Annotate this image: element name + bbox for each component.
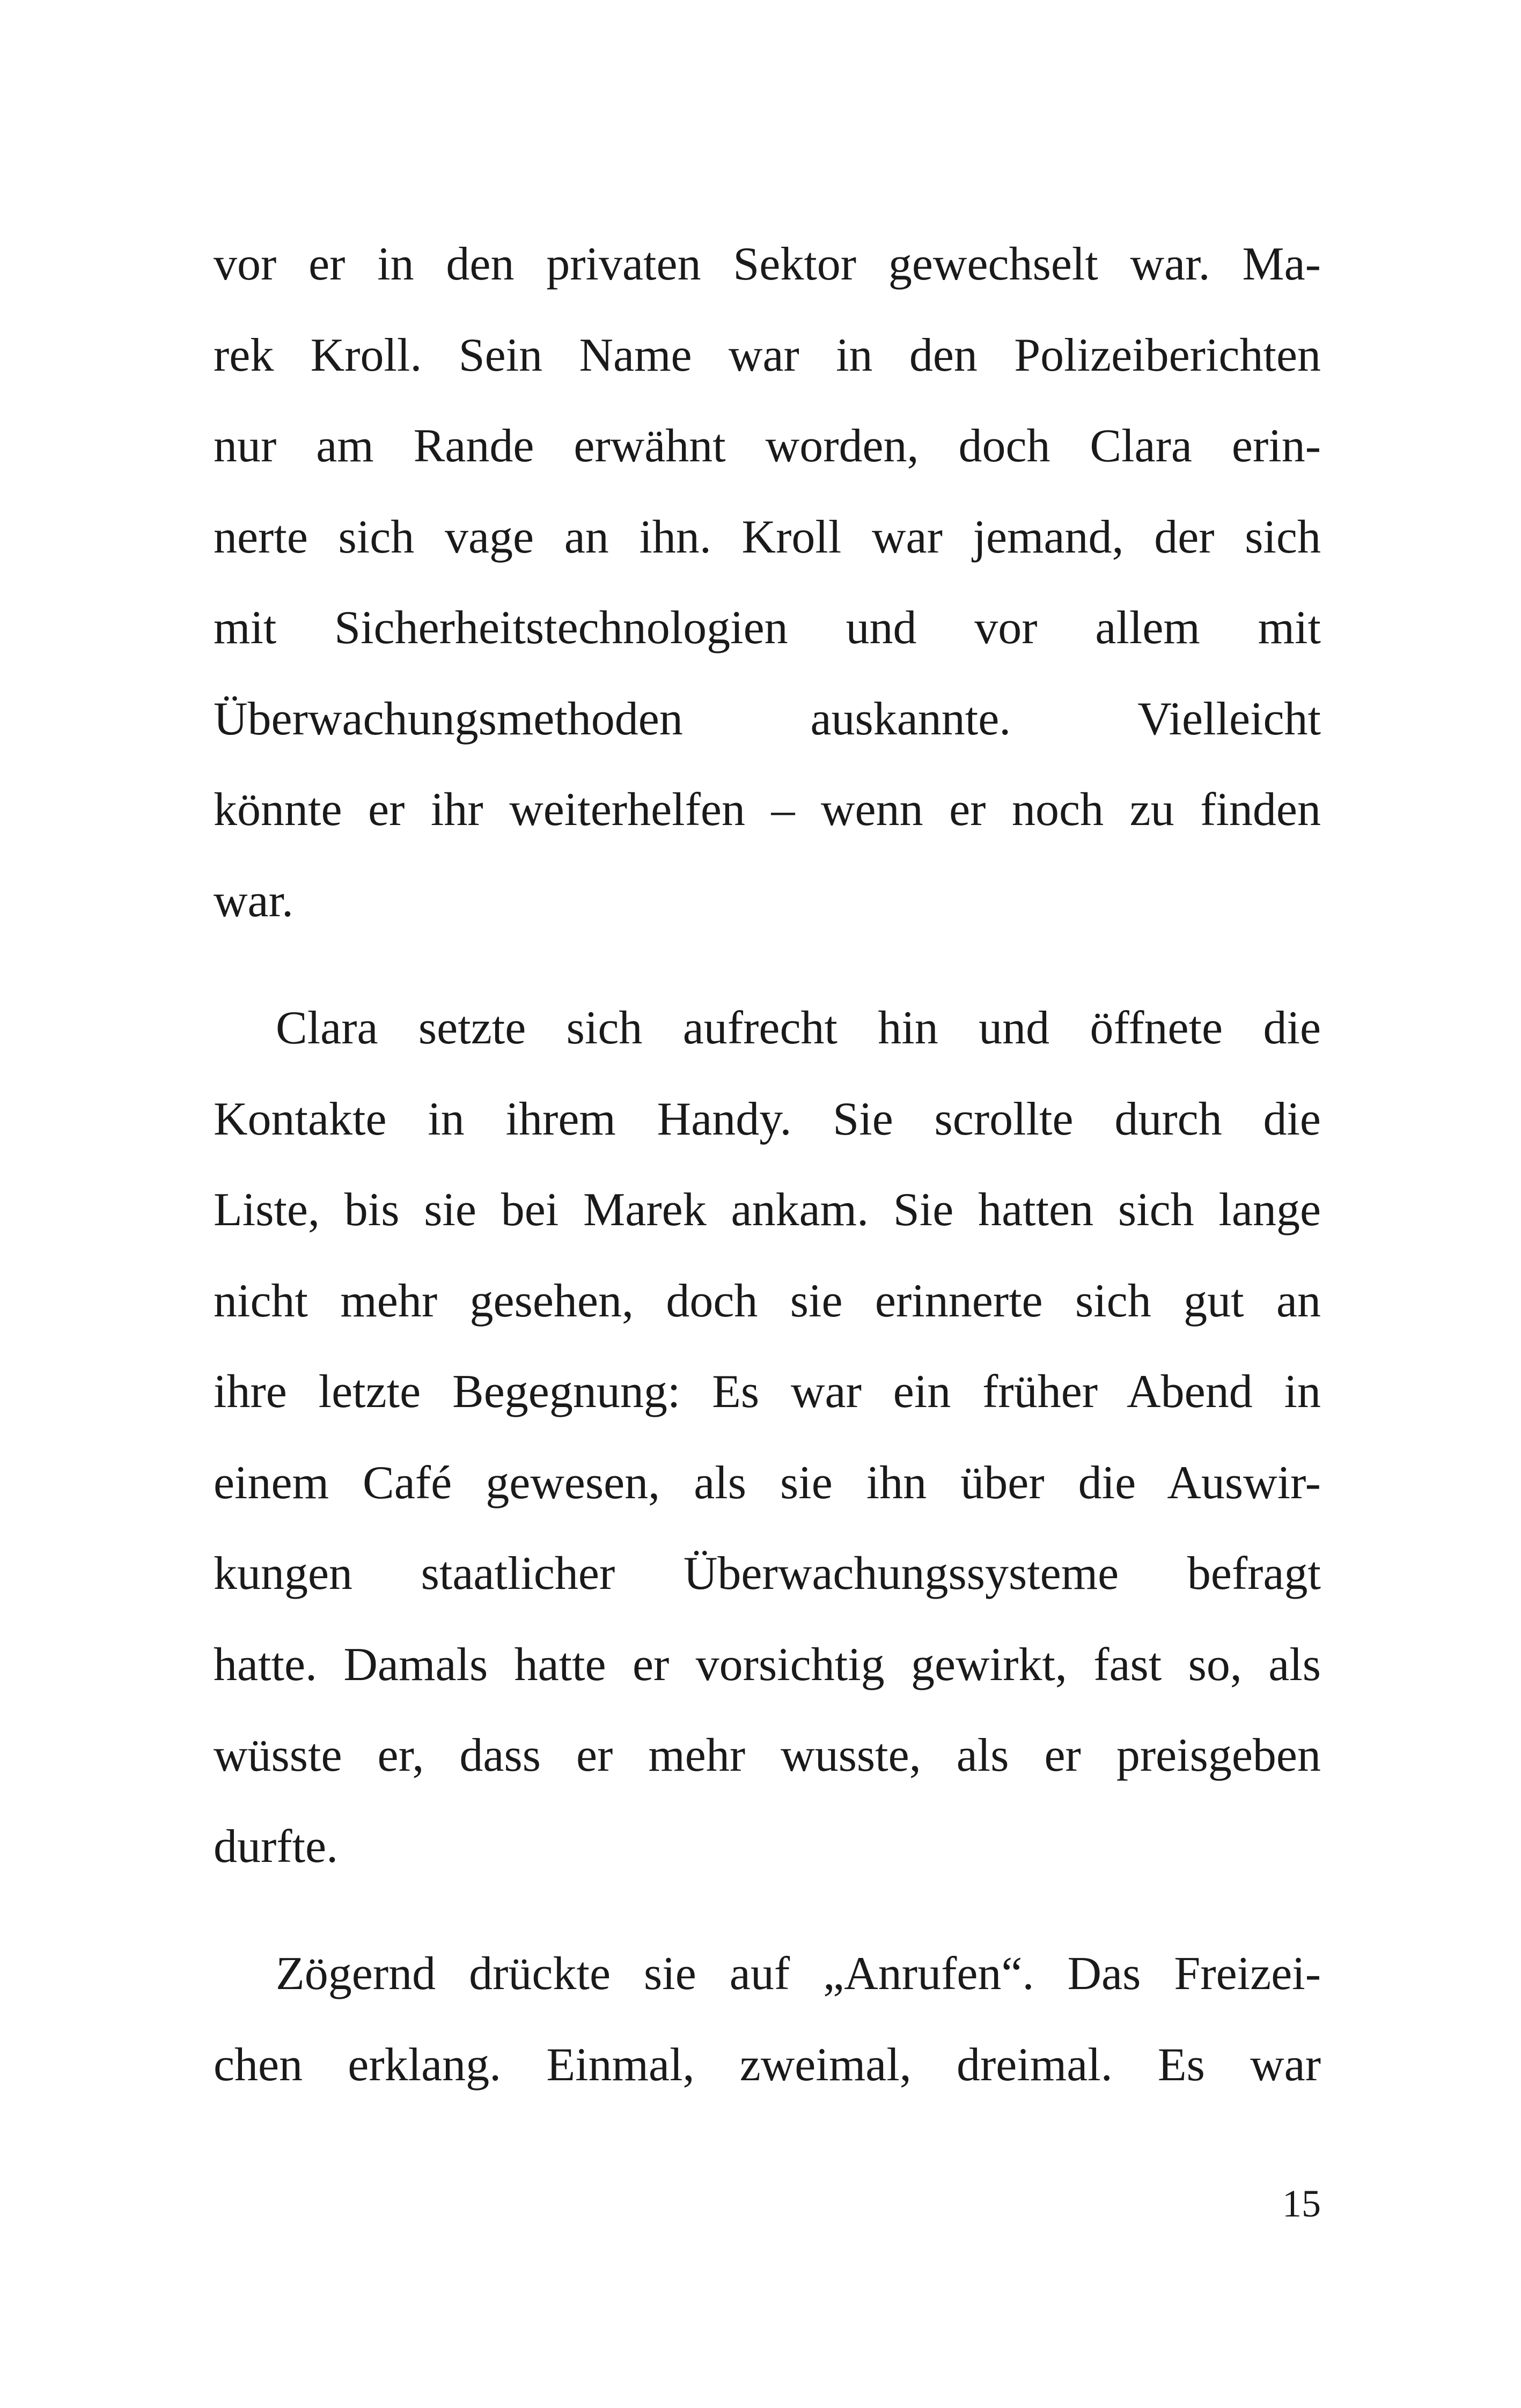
text-line: einem Café gewesen, als sie ihn über die Auswir- xyxy=(214,1456,1321,1509)
text-line: chen erklang. Einmal, zweimal, dreimal. Es war xyxy=(214,2038,1321,2091)
text-line: könnte er ihr weiterhelfen – wenn er noch zu finden xyxy=(214,784,1321,836)
text-line: vor er in den privaten Sektor gewechselt war. Ma- xyxy=(214,238,1321,290)
text-line: rek Kroll. Sein Name war in den Polizeiberichten xyxy=(214,329,1321,381)
text-line: durfte. xyxy=(214,1820,339,1873)
text-line: Liste, bis sie bei Marek ankam. Sie hatten sich lange xyxy=(214,1184,1321,1236)
body-text xyxy=(214,219,1321,2110)
text-line: ihre letzte Begegnung: Es war ein früher Abend in xyxy=(214,1366,1321,1418)
text-line: war. xyxy=(214,874,294,927)
text-line: mit Sicherheitstechnologien und vor allem mit xyxy=(214,602,1321,654)
paragraph-gap xyxy=(214,946,1321,983)
text-line: nicht mehr gesehen, doch sie erinnerte sich gut an xyxy=(214,1275,1321,1327)
text-line: kungen staatlicher Überwachungssysteme befragt xyxy=(214,1548,1321,1600)
text-line: hatte. Damals hatte er vorsichtig gewirkt, fast so, als xyxy=(214,1638,1321,1691)
text-line: Kontakte in ihrem Handy. Sie scrollte durch die xyxy=(214,1093,1321,1145)
text-line: Clara setzte sich aufrecht hin und öffnete die xyxy=(276,1002,1321,1054)
text-line: Zögernd drückte sie auf „Anrufen“. Das Freizei- xyxy=(276,1948,1321,2000)
page-number: 15 xyxy=(1282,2182,1321,2225)
text-line: wüsste er, dass er mehr wusste, als er preisgeben xyxy=(214,1729,1321,1781)
text-line: nur am Rande erwähnt worden, doch Clara erin- xyxy=(214,420,1321,472)
text-line: Überwachungsmethoden auskannte. Vielleicht xyxy=(214,693,1321,745)
text-line: nerte sich vage an ihn. Kroll war jemand, der sich xyxy=(214,511,1321,563)
paragraph-gap xyxy=(214,1892,1321,1928)
